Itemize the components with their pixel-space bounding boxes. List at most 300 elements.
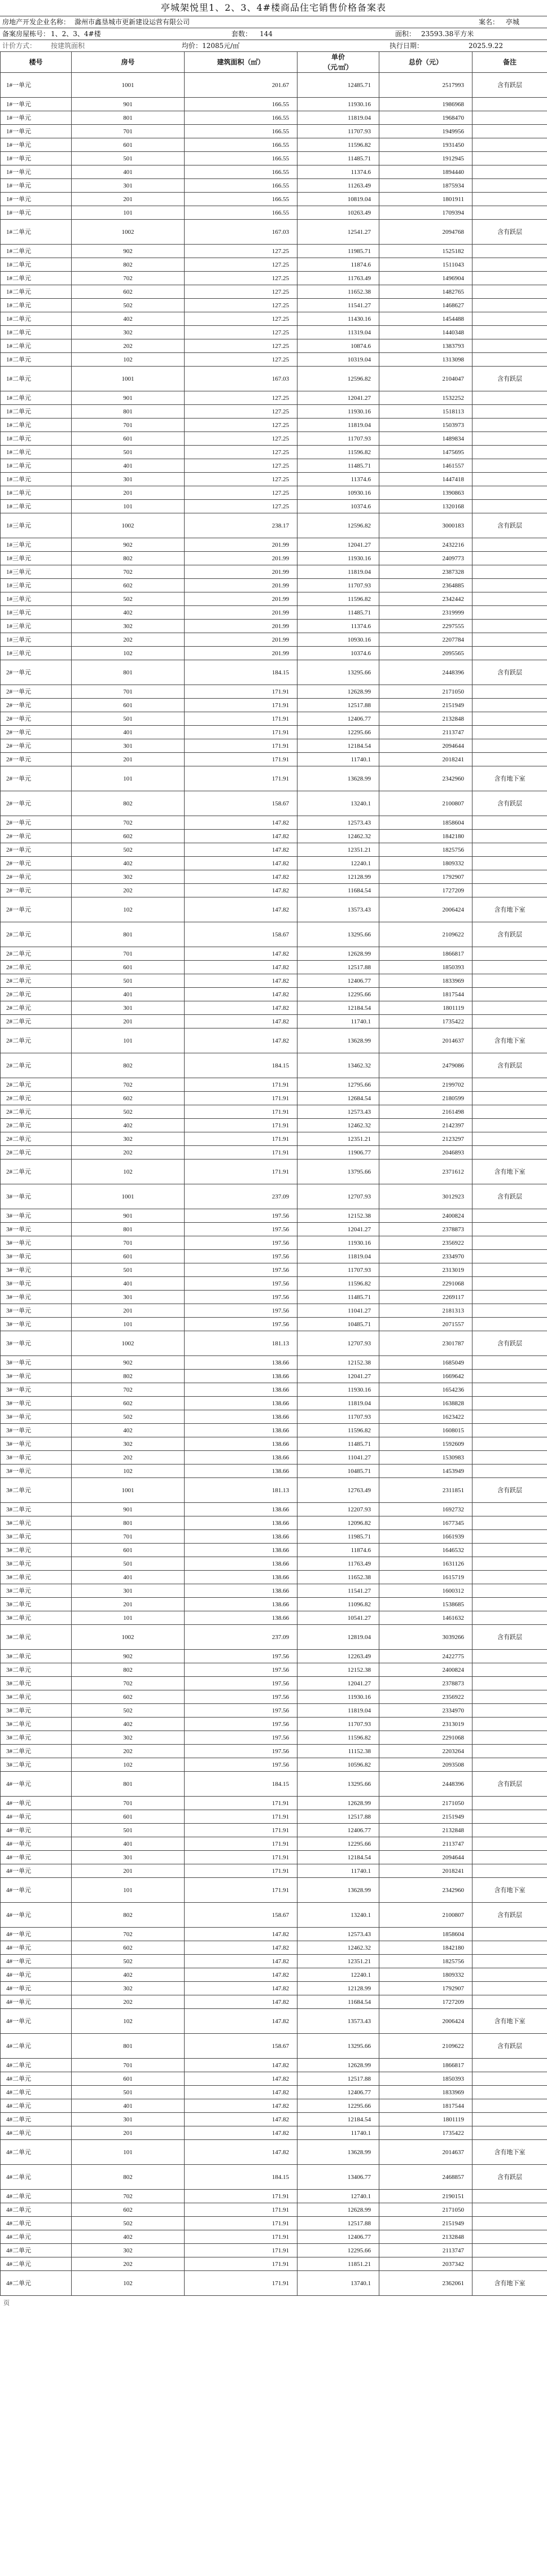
cell-total-price: 1320168	[379, 500, 472, 513]
cell-unit-price: 10541.27	[297, 1611, 379, 1625]
table-row	[1, 791, 547, 816]
cell-room: 202	[72, 633, 185, 647]
cell-note	[472, 1451, 547, 1464]
cell-building: 1#二单元	[1, 486, 72, 500]
cell-total-price: 1842180	[379, 830, 472, 843]
cell-building: 4#二单元	[1, 2086, 72, 2099]
table-row	[1, 620, 547, 633]
cell-area: 147.82	[185, 1955, 297, 1968]
cell-building: 2#一单元	[1, 739, 72, 753]
table-row	[1, 1331, 547, 1356]
table-row	[1, 1001, 547, 1015]
cell-total-price: 2468857	[379, 2165, 472, 2190]
cell-room: 502	[72, 1704, 185, 1718]
cell-total-price: 2342960	[379, 1878, 472, 1903]
table-row	[1, 1209, 547, 1223]
cell-note	[472, 685, 547, 699]
cell-note: 含有跃层	[472, 220, 547, 245]
cell-total-price: 2123297	[379, 1132, 472, 1146]
cell-note	[472, 1928, 547, 1941]
cell-note: 含有地下室	[472, 2271, 547, 2296]
cell-building: 1#三单元	[1, 552, 72, 565]
cell-area: 184.15	[185, 2165, 297, 2190]
cell-area: 167.03	[185, 367, 297, 391]
cell-building: 4#一单元	[1, 1928, 72, 1941]
cell-room: 502	[72, 299, 185, 312]
cell-note: 含有地下室	[472, 1028, 547, 1053]
cell-room: 101	[72, 1318, 185, 1331]
cell-note: 含有地下室	[472, 1878, 547, 1903]
cell-building: 4#一单元	[1, 1878, 72, 1903]
cell-unit-price: 12207.93	[297, 1503, 379, 1516]
cell-note	[472, 1544, 547, 1557]
cell-room: 601	[72, 1250, 185, 1263]
table-row	[1, 1772, 547, 1797]
cell-unit-price: 11485.71	[297, 1291, 379, 1304]
cell-room: 701	[72, 947, 185, 961]
cell-note	[472, 391, 547, 405]
cell-area: 147.82	[185, 1028, 297, 1053]
cell-unit-price: 11596.82	[297, 592, 379, 606]
cell-total-price: 2479086	[379, 1053, 472, 1078]
cell-room: 301	[72, 739, 185, 753]
cell-total-price: 2113747	[379, 2244, 472, 2257]
cell-room: 1002	[72, 513, 185, 538]
cell-total-price: 2448396	[379, 660, 472, 685]
table-row	[1, 220, 547, 245]
table-row	[1, 1663, 547, 1677]
date-value: 2025.9.22	[469, 42, 504, 50]
table-row	[1, 353, 547, 367]
table-row	[1, 1078, 547, 1092]
header-total: 总价（元）	[379, 52, 472, 73]
cell-note: 含有地下室	[472, 897, 547, 922]
cell-unit-price: 12596.82	[297, 367, 379, 391]
cell-note	[472, 579, 547, 592]
cell-unit-price: 11152.38	[297, 1745, 379, 1758]
table-row	[1, 1424, 547, 1437]
cell-note	[472, 606, 547, 620]
table-row	[1, 1955, 547, 1968]
table-row	[1, 1851, 547, 1864]
cell-unit-price: 10485.71	[297, 1464, 379, 1478]
cell-total-price: 1801911	[379, 193, 472, 206]
cell-total-price: 2334970	[379, 1704, 472, 1718]
cell-note	[472, 739, 547, 753]
cell-total-price: 2006424	[379, 897, 472, 922]
cell-note	[472, 538, 547, 552]
cell-room: 501	[72, 712, 185, 726]
cell-area: 237.09	[185, 1184, 297, 1209]
cell-area: 201.99	[185, 647, 297, 660]
cell-building: 1#一单元	[1, 125, 72, 138]
cell-total-price: 1986968	[379, 98, 472, 111]
table-row	[1, 98, 547, 111]
cell-building: 1#三单元	[1, 513, 72, 538]
cell-unit-price: 11707.93	[297, 579, 379, 592]
cell-total-price: 2132848	[379, 2230, 472, 2244]
cell-note	[472, 2244, 547, 2257]
cell-room: 501	[72, 2086, 185, 2099]
cell-room: 102	[72, 2009, 185, 2034]
cell-total-price: 1600312	[379, 1584, 472, 1598]
cell-note	[472, 988, 547, 1001]
table-row	[1, 1092, 547, 1105]
cell-building: 4#一单元	[1, 1968, 72, 1982]
cell-note	[472, 473, 547, 486]
cell-total-price: 2342960	[379, 766, 472, 791]
cell-total-price: 2291068	[379, 1277, 472, 1291]
table-row	[1, 1356, 547, 1370]
cell-total-price: 2094768	[379, 220, 472, 245]
cell-building: 1#二单元	[1, 285, 72, 299]
cell-area: 147.82	[185, 2140, 297, 2165]
cell-area: 171.91	[185, 1797, 297, 1810]
cell-unit-price: 13628.99	[297, 1878, 379, 1903]
pricing-label: 计价方式：	[2, 42, 37, 50]
cell-note	[472, 1383, 547, 1397]
cell-unit-price: 10374.6	[297, 500, 379, 513]
table-row	[1, 922, 547, 947]
cell-area: 201.99	[185, 633, 297, 647]
cell-room: 402	[72, 1119, 185, 1132]
cell-area: 127.25	[185, 419, 297, 432]
table-row	[1, 1544, 547, 1557]
cell-unit-price: 12041.27	[297, 538, 379, 552]
cell-area: 171.91	[185, 1824, 297, 1837]
cell-area: 147.82	[185, 988, 297, 1001]
cell-area: 171.91	[185, 1119, 297, 1132]
cell-note	[472, 419, 547, 432]
cell-note	[472, 1810, 547, 1824]
cell-room: 701	[72, 1236, 185, 1250]
cell-area: 197.56	[185, 1758, 297, 1772]
table-row	[1, 179, 547, 193]
cell-total-price: 1530983	[379, 1451, 472, 1464]
cell-room: 101	[72, 500, 185, 513]
cell-unit-price: 12263.49	[297, 1650, 379, 1663]
cell-building: 1#一单元	[1, 98, 72, 111]
cell-unit-price: 11819.04	[297, 111, 379, 125]
cell-unit-price: 12240.1	[297, 1968, 379, 1982]
cell-area: 127.25	[185, 459, 297, 473]
cell-note	[472, 2203, 547, 2217]
cell-unit-price: 12406.77	[297, 1824, 379, 1837]
cell-note	[472, 843, 547, 857]
table-row	[1, 446, 547, 459]
cell-area: 171.91	[185, 1105, 297, 1119]
cell-room: 102	[72, 897, 185, 922]
buildings-label: 备案房屋栋号：	[2, 30, 50, 38]
cell-total-price: 1677345	[379, 1516, 472, 1530]
area-label: 面积：	[395, 30, 416, 38]
cell-building: 3#二单元	[1, 1598, 72, 1611]
cell-note	[472, 1704, 547, 1718]
cell-total-price: 1440348	[379, 326, 472, 339]
cell-unit-price: 11740.1	[297, 2126, 379, 2140]
cell-room: 402	[72, 1424, 185, 1437]
cell-room: 901	[72, 1503, 185, 1516]
table-row	[1, 1731, 547, 1745]
cell-unit-price: 11985.71	[297, 245, 379, 258]
cell-room: 502	[72, 1410, 185, 1424]
cell-total-price: 1727209	[379, 1995, 472, 2009]
cell-unit-price: 13240.1	[297, 1903, 379, 1928]
table-row	[1, 1397, 547, 1410]
table-row	[1, 73, 547, 98]
cell-building: 2#一单元	[1, 843, 72, 857]
cell-area: 197.56	[185, 1745, 297, 1758]
cell-unit-price: 11485.71	[297, 152, 379, 165]
cell-building: 3#二单元	[1, 1650, 72, 1663]
cell-room: 401	[72, 459, 185, 473]
cell-unit-price: 12152.38	[297, 1663, 379, 1677]
cell-note	[472, 1824, 547, 1837]
cell-building: 1#二单元	[1, 272, 72, 285]
cell-area: 147.82	[185, 961, 297, 974]
cell-unit-price: 12517.88	[297, 699, 379, 712]
cell-room: 701	[72, 125, 185, 138]
table-row	[1, 513, 547, 538]
cell-total-price: 1313098	[379, 353, 472, 367]
date-label: 执行日期：	[390, 42, 424, 50]
cell-total-price: 1792907	[379, 870, 472, 884]
cell-area: 147.82	[185, 816, 297, 830]
cell-area: 201.67	[185, 73, 297, 98]
cell-building: 1#二单元	[1, 473, 72, 486]
cell-note	[472, 592, 547, 606]
cell-total-price: 2104047	[379, 367, 472, 391]
cell-building: 2#二单元	[1, 1092, 72, 1105]
cell-area: 158.67	[185, 2034, 297, 2059]
units-value: 144	[260, 30, 273, 38]
cell-note	[472, 1797, 547, 1810]
cell-building: 3#二单元	[1, 1731, 72, 1745]
cell-note	[472, 1718, 547, 1731]
cell-building: 2#二单元	[1, 922, 72, 947]
cell-room: 301	[72, 1001, 185, 1015]
cell-unit-price: 11930.16	[297, 1383, 379, 1397]
table-row	[1, 1236, 547, 1250]
cell-building: 4#一单元	[1, 1995, 72, 2009]
cell-building: 2#一单元	[1, 660, 72, 685]
cell-unit-price: 10874.6	[297, 339, 379, 353]
cell-room: 202	[72, 884, 185, 897]
cell-room: 702	[72, 1928, 185, 1941]
cell-area: 147.82	[185, 884, 297, 897]
cell-area: 166.55	[185, 98, 297, 111]
cell-total-price: 3039266	[379, 1625, 472, 1650]
cell-note	[472, 258, 547, 272]
cell-note	[472, 1503, 547, 1516]
table-row	[1, 1028, 547, 1053]
cell-unit-price: 11707.93	[297, 125, 379, 138]
cell-area: 147.82	[185, 1941, 297, 1955]
table-row	[1, 2126, 547, 2140]
cell-total-price: 1447418	[379, 473, 472, 486]
cell-room: 302	[72, 1132, 185, 1146]
cell-building: 1#二单元	[1, 405, 72, 419]
cell-building: 2#二单元	[1, 1028, 72, 1053]
cell-total-price: 1817544	[379, 2099, 472, 2113]
cell-room: 101	[72, 206, 185, 220]
cell-note	[472, 2126, 547, 2140]
cell-room: 901	[72, 98, 185, 111]
cell-building: 2#二单元	[1, 1105, 72, 1119]
cell-room: 702	[72, 272, 185, 285]
cell-note	[472, 947, 547, 961]
cell-note	[472, 830, 547, 843]
cell-room: 302	[72, 620, 185, 633]
cell-note	[472, 961, 547, 974]
table-row	[1, 258, 547, 272]
cell-unit-price: 12517.88	[297, 961, 379, 974]
cell-room: 1001	[72, 1184, 185, 1209]
cell-building: 4#二单元	[1, 2126, 72, 2140]
cell-note	[472, 633, 547, 647]
cell-unit-price: 12596.82	[297, 513, 379, 538]
cell-note	[472, 1611, 547, 1625]
table-row	[1, 2072, 547, 2086]
cell-total-price: 3000183	[379, 513, 472, 538]
cell-room: 702	[72, 816, 185, 830]
table-body	[1, 73, 547, 2296]
cell-total-price: 1850393	[379, 961, 472, 974]
cell-room: 102	[72, 1464, 185, 1478]
cell-area: 237.09	[185, 1625, 297, 1650]
cell-note	[472, 1001, 547, 1015]
cell-unit-price: 12462.32	[297, 1119, 379, 1132]
cell-note	[472, 2113, 547, 2126]
cell-note	[472, 138, 547, 152]
cell-room: 1002	[72, 1331, 185, 1356]
cell-room: 802	[72, 258, 185, 272]
cell-unit-price: 13295.66	[297, 1772, 379, 1797]
cell-building: 1#一单元	[1, 206, 72, 220]
cell-total-price: 2094644	[379, 739, 472, 753]
cell-room: 901	[72, 1209, 185, 1223]
cell-room: 301	[72, 1584, 185, 1598]
cell-unit-price: 12795.66	[297, 1078, 379, 1092]
cell-building: 1#一单元	[1, 193, 72, 206]
cell-area: 197.56	[185, 1677, 297, 1690]
cell-area: 166.55	[185, 138, 297, 152]
cell-room: 502	[72, 2217, 185, 2230]
cell-building: 2#二单元	[1, 947, 72, 961]
cell-note	[472, 1690, 547, 1704]
cell-room: 502	[72, 1105, 185, 1119]
table-row	[1, 1318, 547, 1331]
cell-area: 138.66	[185, 1356, 297, 1370]
cell-room: 302	[72, 1437, 185, 1451]
cell-building: 3#二单元	[1, 1758, 72, 1772]
cell-building: 3#二单元	[1, 1516, 72, 1530]
cell-note: 含有跃层	[472, 1053, 547, 1078]
cell-building: 4#二单元	[1, 2113, 72, 2126]
cell-area: 127.25	[185, 446, 297, 459]
cell-building: 4#一单元	[1, 1941, 72, 1955]
cell-total-price: 2171050	[379, 1797, 472, 1810]
cell-unit-price: 12152.38	[297, 1209, 379, 1223]
cell-note: 含有跃层	[472, 1478, 547, 1503]
cell-unit-price: 10819.04	[297, 193, 379, 206]
buildings-value: 1、2、3、4#楼	[51, 30, 101, 38]
table-row	[1, 2257, 547, 2271]
table-row	[1, 419, 547, 432]
cell-note	[472, 1015, 547, 1028]
cell-building: 1#二单元	[1, 312, 72, 326]
cell-note	[472, 432, 547, 446]
cell-building: 1#三单元	[1, 538, 72, 552]
cell-area: 138.66	[185, 1424, 297, 1437]
cell-note	[472, 1397, 547, 1410]
table-row	[1, 538, 547, 552]
cell-total-price: 1669642	[379, 1370, 472, 1383]
cell-total-price: 1809332	[379, 857, 472, 870]
cell-unit-price: 12628.99	[297, 2203, 379, 2217]
cell-unit-price: 12684.54	[297, 1092, 379, 1105]
cell-building: 1#二单元	[1, 391, 72, 405]
cell-room: 301	[72, 473, 185, 486]
table-row	[1, 2244, 547, 2257]
cell-room: 602	[72, 1690, 185, 1704]
cell-note	[472, 857, 547, 870]
cell-unit-price: 12462.32	[297, 830, 379, 843]
cell-area: 127.25	[185, 486, 297, 500]
cell-area: 197.56	[185, 1209, 297, 1223]
cell-room: 102	[72, 647, 185, 660]
cell-room: 601	[72, 1810, 185, 1824]
table-row	[1, 1160, 547, 1184]
cell-total-price: 1842180	[379, 1941, 472, 1955]
table-row	[1, 1677, 547, 1690]
cell-note: 含有跃层	[472, 1331, 547, 1356]
cell-building: 1#一单元	[1, 179, 72, 193]
cell-building: 3#一单元	[1, 1397, 72, 1410]
cell-area: 127.25	[185, 473, 297, 486]
cell-total-price: 2171050	[379, 2203, 472, 2217]
table-row	[1, 1223, 547, 1236]
cell-room: 402	[72, 606, 185, 620]
cell-total-price: 2362061	[379, 2271, 472, 2296]
cell-room: 401	[72, 1277, 185, 1291]
cell-building: 1#二单元	[1, 367, 72, 391]
table-row	[1, 974, 547, 988]
cell-total-price: 2171050	[379, 685, 472, 699]
cell-building: 3#一单元	[1, 1451, 72, 1464]
cell-total-price: 1454488	[379, 312, 472, 326]
cell-building: 3#一单元	[1, 1277, 72, 1291]
cell-building: 3#二单元	[1, 1745, 72, 1758]
cell-area: 197.56	[185, 1690, 297, 1704]
cell-note	[472, 1837, 547, 1851]
cell-room: 602	[72, 579, 185, 592]
table-row	[1, 125, 547, 138]
cell-area: 197.56	[185, 1277, 297, 1291]
cell-note	[472, 1304, 547, 1318]
cell-room: 902	[72, 245, 185, 258]
table-row	[1, 1132, 547, 1146]
cell-area: 184.15	[185, 1053, 297, 1078]
cell-note	[472, 1557, 547, 1571]
info-row-developer	[0, 16, 547, 28]
cell-area: 171.91	[185, 685, 297, 699]
table-row	[1, 1824, 547, 1837]
table-row	[1, 2230, 547, 2244]
cell-total-price: 1833969	[379, 974, 472, 988]
cell-building: 3#二单元	[1, 1530, 72, 1544]
cell-building: 1#一单元	[1, 73, 72, 98]
